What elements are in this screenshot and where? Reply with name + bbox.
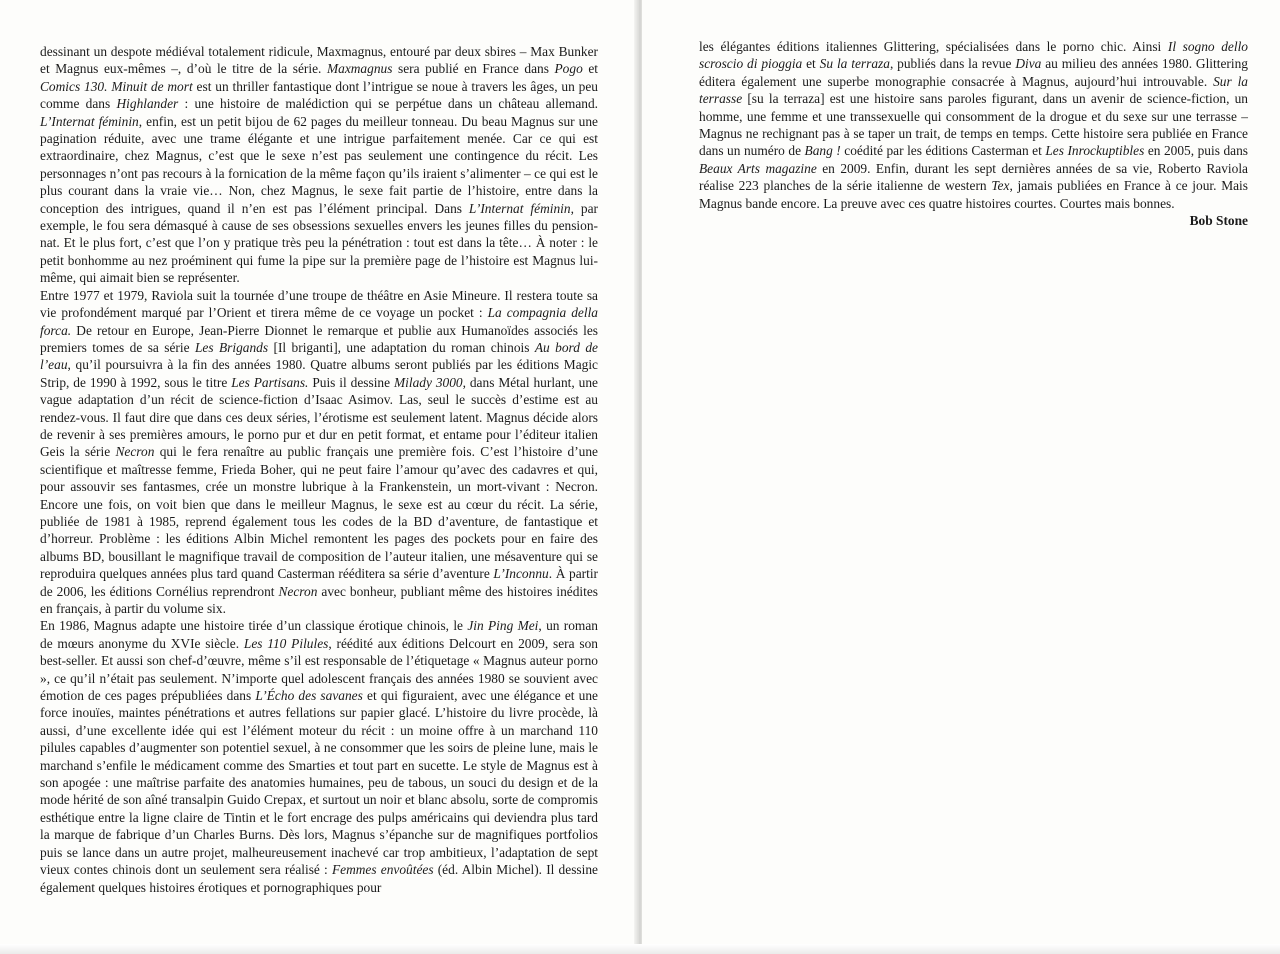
italic-title: Sur la terrasse [699,73,1248,107]
right-page-paragraphs [699,38,1248,212]
page-bottom-edge [0,944,1280,954]
paragraph: En 1986, Magnus adapte une histoire tirée d’un classique érotique chinois, le Jin Ping Mei, un roman de mœurs anonyme du XVIe siècle. Les 110 Pilules, réédité aux éditions Delcourt en 2009, sera son best-seller. Et aussi son chef-d’œuvre, même s’il est responsable de l’étiquetage « Magnus auteur porno », ce qu’il n’était pas seulement. N’importe quel adolescent français des années 1980 se souvient avec émotion de ces pages prépubliées dans L’Écho des savanes et qui figuraient, avec une élégance et une force inouïes, maintes pénétrations et autres fellations sur papier glacé. L’histoire du livre procède, là aussi, d’une excellente idée qui est l’élément moteur du récit : un moine offre à un marchand 110 pilules capables d’augmenter son potentiel sexuel, à ne consommer que les soirs de pleine lune, mais le marchand s’enfile le médicament comme des Smarties et tout part en sucette. Le style de Magnus est à son apogée : une maîtrise parfaite des anatomies humaines, peu de tabous, un souci du design et de la mode hérité de son aîné transalpin Guido Crepax, et surtout un noir et blanc absolu, sorte de compromis esthétique entre la ligne claire de Tintin et le fort encrage des pulps américains qui deviendra plus tard la marque de fabrique d’un Charles Burns. Dès lors, Magnus s’épanche sur de magnifiques portfolios puis se lance dans un autre projet, malheureusement inachevé car trop ambitieux, l’adaptation de sept vieux contes chinois dont un seulement sera réalisé : Femmes envoûtées (éd. Albin Michel). Il dessine également quelques histoires érotiques et pornographiques pour [40,618,598,895]
italic-title: Necron [115,444,155,460]
italic-title: Diva [1015,56,1042,72]
italic-title: L’Internat féminin [40,113,139,129]
italic-title: Bang ! [804,143,841,159]
author-signature: Bob Stone [1189,213,1248,229]
right-page-text [699,38,1248,229]
italic-title: Su la terraza [819,56,890,72]
italic-title: Minuit de mort [111,78,193,94]
paragraph: les élégantes éditions italiennes Glittering, spécialisées dans le porno chic. Ainsi Il sogno dello scroscio di pioggia et Su la terraza, publiés dans la revue Diva au milieu des années 1980. Glittering éditera également une superbe monographie consacrée à Magnus, aujourd’hui introuvable. Sur la terrasse [su la terraza] est une histoire sans paroles figurant, dans un avenir de science-fiction, un homme, une femme et une transsexuelle qui consomment de la drogue et du sexe sur une terrasse – Magnus ne rechignant pas à se taper un trait, de temps en temps. Cette histoire sera publiée en France dans un numéro de Bang ! coédité par les éditions Casterman et Les Inrockuptibles en 2005, puis dans Beaux Arts magazine en 2009. Enfin, durant les sept dernières années de sa vie, Roberto Raviola réalise 223 planches de la série italienne de western Tex, jamais publiées en France à ce jour. Mais Magnus bande encore. La preuve avec ces quatre histoires courtes. Courtes mais bonnes. [699,39,1248,211]
italic-title: Tex [991,178,1010,194]
paragraph: dessinant un despote médiéval totalement ridicule, Maxmagnus, entouré par deux sbires – Max Bunker et Magnus eux-mêmes –, d’où le titre de la série. Maxmagnus sera publié en France dans Pogo et Comics 130. Minuit de mort est un thriller fantastique dont l’intrigue se noue à travers les âges, un peu comme dans Highlander : une histoire de malédiction qui se perpétue dans un château allemand. L’Internat féminin, enfin, est un petit bijou de 62 pages du meilleur tonneau. Du beau Magnus sur une pagination réduite, avec une trame élégante et une intrigue parfaitement menée. Car ce qui est extraordinaire, chez Magnus, c’est que le sexe n’est pas seulement une contingence du récit. Les personnages n’ont pas recours à la fornication de la même façon qu’ils iraient s’alimenter – ce qui est le plus courant dans la vraie vie… Non, chez Magnus, le sexe fait partie de l’histoire, entre dans la conception des intrigues, quand il n’en est pas l’élément principal. Dans L’Internat féminin, par exemple, le fou sera démasqué à cause de ses obsessions sexuelles envers les jeunes filles du pensionnat. Et le plus fort, c’est que l’on y pratique très peu la pénétration : tout est dans la tête… À noter : le petit bonhomme au nez proéminent qui fume la pipe sur la première page de l’histoire est Magnus lui-même, qui aimait bien se représenter. [40,44,598,286]
italic-title: Il sogno dello scroscio di pioggia [699,39,1248,72]
italic-title: Necron [278,583,318,599]
italic-title: Jin Ping Mei [467,618,539,634]
right-page [642,0,1280,954]
italic-title: Les Brigands [194,339,269,355]
italic-title: Les 110 Pilules [243,635,329,651]
paragraph: Entre 1977 et 1979, Raviola suit la tournée d’une troupe de théâtre en Asie Mineure. Il restera toute sa vie profondément marqué par l’Orient et tirera même de ce voyage un pocket : La compagnia della forca. De retour en Europe, Jean-Pierre Dionnet le remarque et publie aux Humanoïdes associés les premiers tomes de sa série Les Brigands [Il briganti], une adaptation du roman chinois Au bord de l’eau, qu’il poursuivra à la fin des années 1980. Quatre albums seront publiés par les éditions Magic Strip, de 1990 à 1992, sous le titre Les Partisans. Puis il dessine Milady 3000, dans Métal hurlant, une vague adaptation d’un récit de science-fiction d’Isaac Asimov. Las, seul le succès d’estime est au rendez-vous. Il faut dire que dans ces deux séries, l’érotisme est seulement latent. Magnus décide alors de revenir à ses premières amours, le porno pur et dur en petit format, et entame pour l’éditeur italien Geis la série Necron qui le fera renaître au public français une première fois. C’est l’histoire d’une scientifique et maîtresse femme, Frieda Boher, qui ne peut faire l’amour qu’avec des cadavres et qui, pour assouvir ses fantasmes, crée un monstre lubrique à la Frankenstein, un mort-vivant : Necron. Encore une fois, on voit bien que dans le meilleur Magnus, le sexe est au cœur du récit. La série, publiée de 1981 à 1985, reprend également tous les codes de la BD d’aventure, de fantastique et d’horreur. Problème : les éditions Albin Michel remontent les pages des pockets pour en faire des albums BD, bousillant le magnifique travail de composition de l’auteur italien, une mésaventure qui se reproduira quelques années plus tard quand Casterman rééditera sa série d’aventure L’Inconnu. À partir de 2006, les éditions Cornélius reprendront Necron avec bonheur, publiant même des histoires inédites en français, à partir du volume six. [40,287,599,616]
italic-title: Pogo [554,61,583,77]
italic-title: L’Écho des savanes [255,688,363,704]
left-page-text [40,43,598,896]
italic-title: Au bord de l’eau [40,339,598,373]
italic-title: La compagnia della forca. [40,305,598,338]
italic-title: Beaux Arts magazine [699,160,817,176]
left-page [0,0,638,954]
italic-title: Comics 130. [40,78,108,94]
italic-title: Les Partisans. [231,374,309,390]
italic-title: Milady 3000 [393,374,463,390]
italic-title: L’Inconnu [493,566,549,582]
italic-title: Femmes envoûtées [331,862,434,878]
italic-title: Highlander [116,96,179,112]
italic-title: Maxmagnus [326,61,393,77]
italic-title: L’Internat féminin [468,200,571,216]
italic-title: Les Inrockuptibles [1045,143,1145,159]
